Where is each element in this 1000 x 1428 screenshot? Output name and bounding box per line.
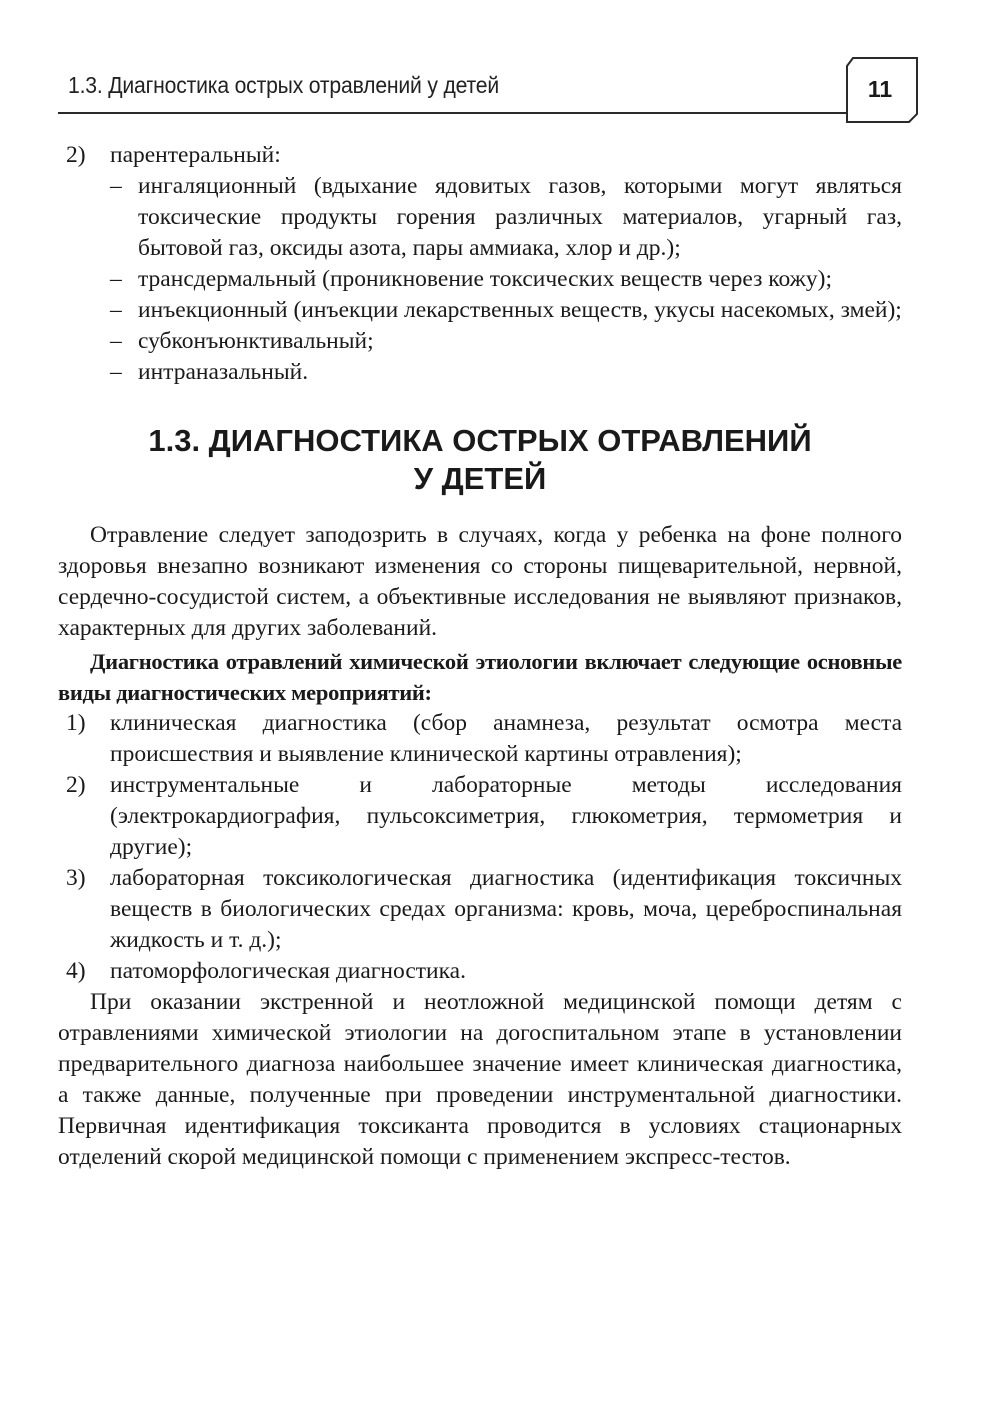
list-item bbox=[58, 956, 902, 987]
list-item-text: ингаляционный (вдыхание ядовитых газов, которыми могут являться токсические продукты горения различных материалов, угарный газ, бытовой газ, оксиды азота, пары аммиака, хлор и др.); bbox=[138, 173, 902, 261]
list-item bbox=[110, 326, 902, 357]
closing-paragraph: При оказании экстренной и неотложной медицинской помощи детям с отравлениями химической этиологии на догоспитальном этапе в установлении предварительного диагноза наибольшее значение имеет клиническая диагностика, а также данные, полученные при проведении инструментальной диагностики. Первичная идентификация токсиканта проводится в условиях стационарных отделений скорой медицинской помощи с применением экспресс-тестов. bbox=[58, 989, 902, 1170]
list-item-text: парентеральный: bbox=[110, 142, 281, 168]
section-heading bbox=[58, 422, 902, 498]
list-item-text: инструментальные и лабораторные методы исследования (электрокардиография, пульсоксиметрия, глюкометрия, термометрия и другие); bbox=[110, 772, 902, 860]
list-number: 4) bbox=[66, 958, 86, 984]
route-item-parenteral bbox=[58, 140, 902, 171]
list-item-text: клиническая диагностика (сбор анамнеза, результат осмотра места происшествия и выявление клинической картины отравления); bbox=[110, 710, 902, 767]
intro-paragraph: Отравление следует заподозрить в случаях, когда у ребенка на фоне полного здоровья внезапно возникают изменения со стороны пищеварительной, нервной, сердечно-сосудистой систем, а объективные исследования не выявляют признаков, характерных для других заболеваний. bbox=[58, 522, 902, 641]
list-number: 2) bbox=[66, 142, 86, 168]
list-item-text: лабораторная токсикологическая диагностика (идентификация токсичных веществ в биологических средах организма: кровь, моча, цереброспинальная жидкость и т. д.); bbox=[110, 865, 902, 953]
list-item bbox=[110, 264, 902, 295]
dash-marker: – bbox=[110, 359, 122, 385]
list-number: 1) bbox=[66, 710, 86, 736]
list-number: 3) bbox=[66, 865, 86, 891]
page-number-box bbox=[845, 56, 919, 124]
dash-marker: – bbox=[110, 173, 122, 199]
list-item bbox=[110, 295, 902, 326]
dash-marker: – bbox=[110, 297, 122, 323]
section-heading-line-1: 1.3. ДИАГНОСТИКА ОСТРЫХ ОТРАВЛЕНИЙ bbox=[148, 423, 812, 458]
list-item-text: патоморфологическая диагностика. bbox=[110, 958, 466, 984]
bold-lead-paragraph: Диагностика отравлений химической этиологии включает следующие основные виды диагностических мероприятий: bbox=[58, 649, 902, 705]
list-item bbox=[110, 357, 902, 388]
dash-marker: – bbox=[110, 328, 122, 354]
list-item bbox=[58, 863, 902, 956]
diagnostics-list bbox=[58, 708, 902, 987]
header-rule bbox=[58, 112, 846, 114]
list-item bbox=[58, 770, 902, 863]
page-body bbox=[58, 140, 902, 1173]
list-item-text: интраназальный. bbox=[138, 359, 309, 385]
parenteral-subroutes bbox=[110, 171, 902, 388]
list-number: 2) bbox=[66, 772, 86, 798]
list-item bbox=[58, 708, 902, 770]
running-title: 1.3. Диагностика острых отравлений у детей bbox=[68, 72, 499, 98]
section-heading-line-2: У ДЕТЕЙ bbox=[413, 461, 547, 496]
list-item-text: трансдермальный (проникновение токсических веществ через кожу); bbox=[138, 266, 832, 292]
list-item-text: субконъюнктивальный; bbox=[138, 328, 374, 354]
page-header bbox=[0, 0, 1000, 128]
list-item-text: инъекционный (инъекции лекарственных веществ, укусы насекомых, змей); bbox=[138, 297, 902, 323]
list-item bbox=[110, 171, 902, 264]
dash-marker: – bbox=[110, 266, 122, 292]
page-number: 11 bbox=[867, 76, 893, 102]
